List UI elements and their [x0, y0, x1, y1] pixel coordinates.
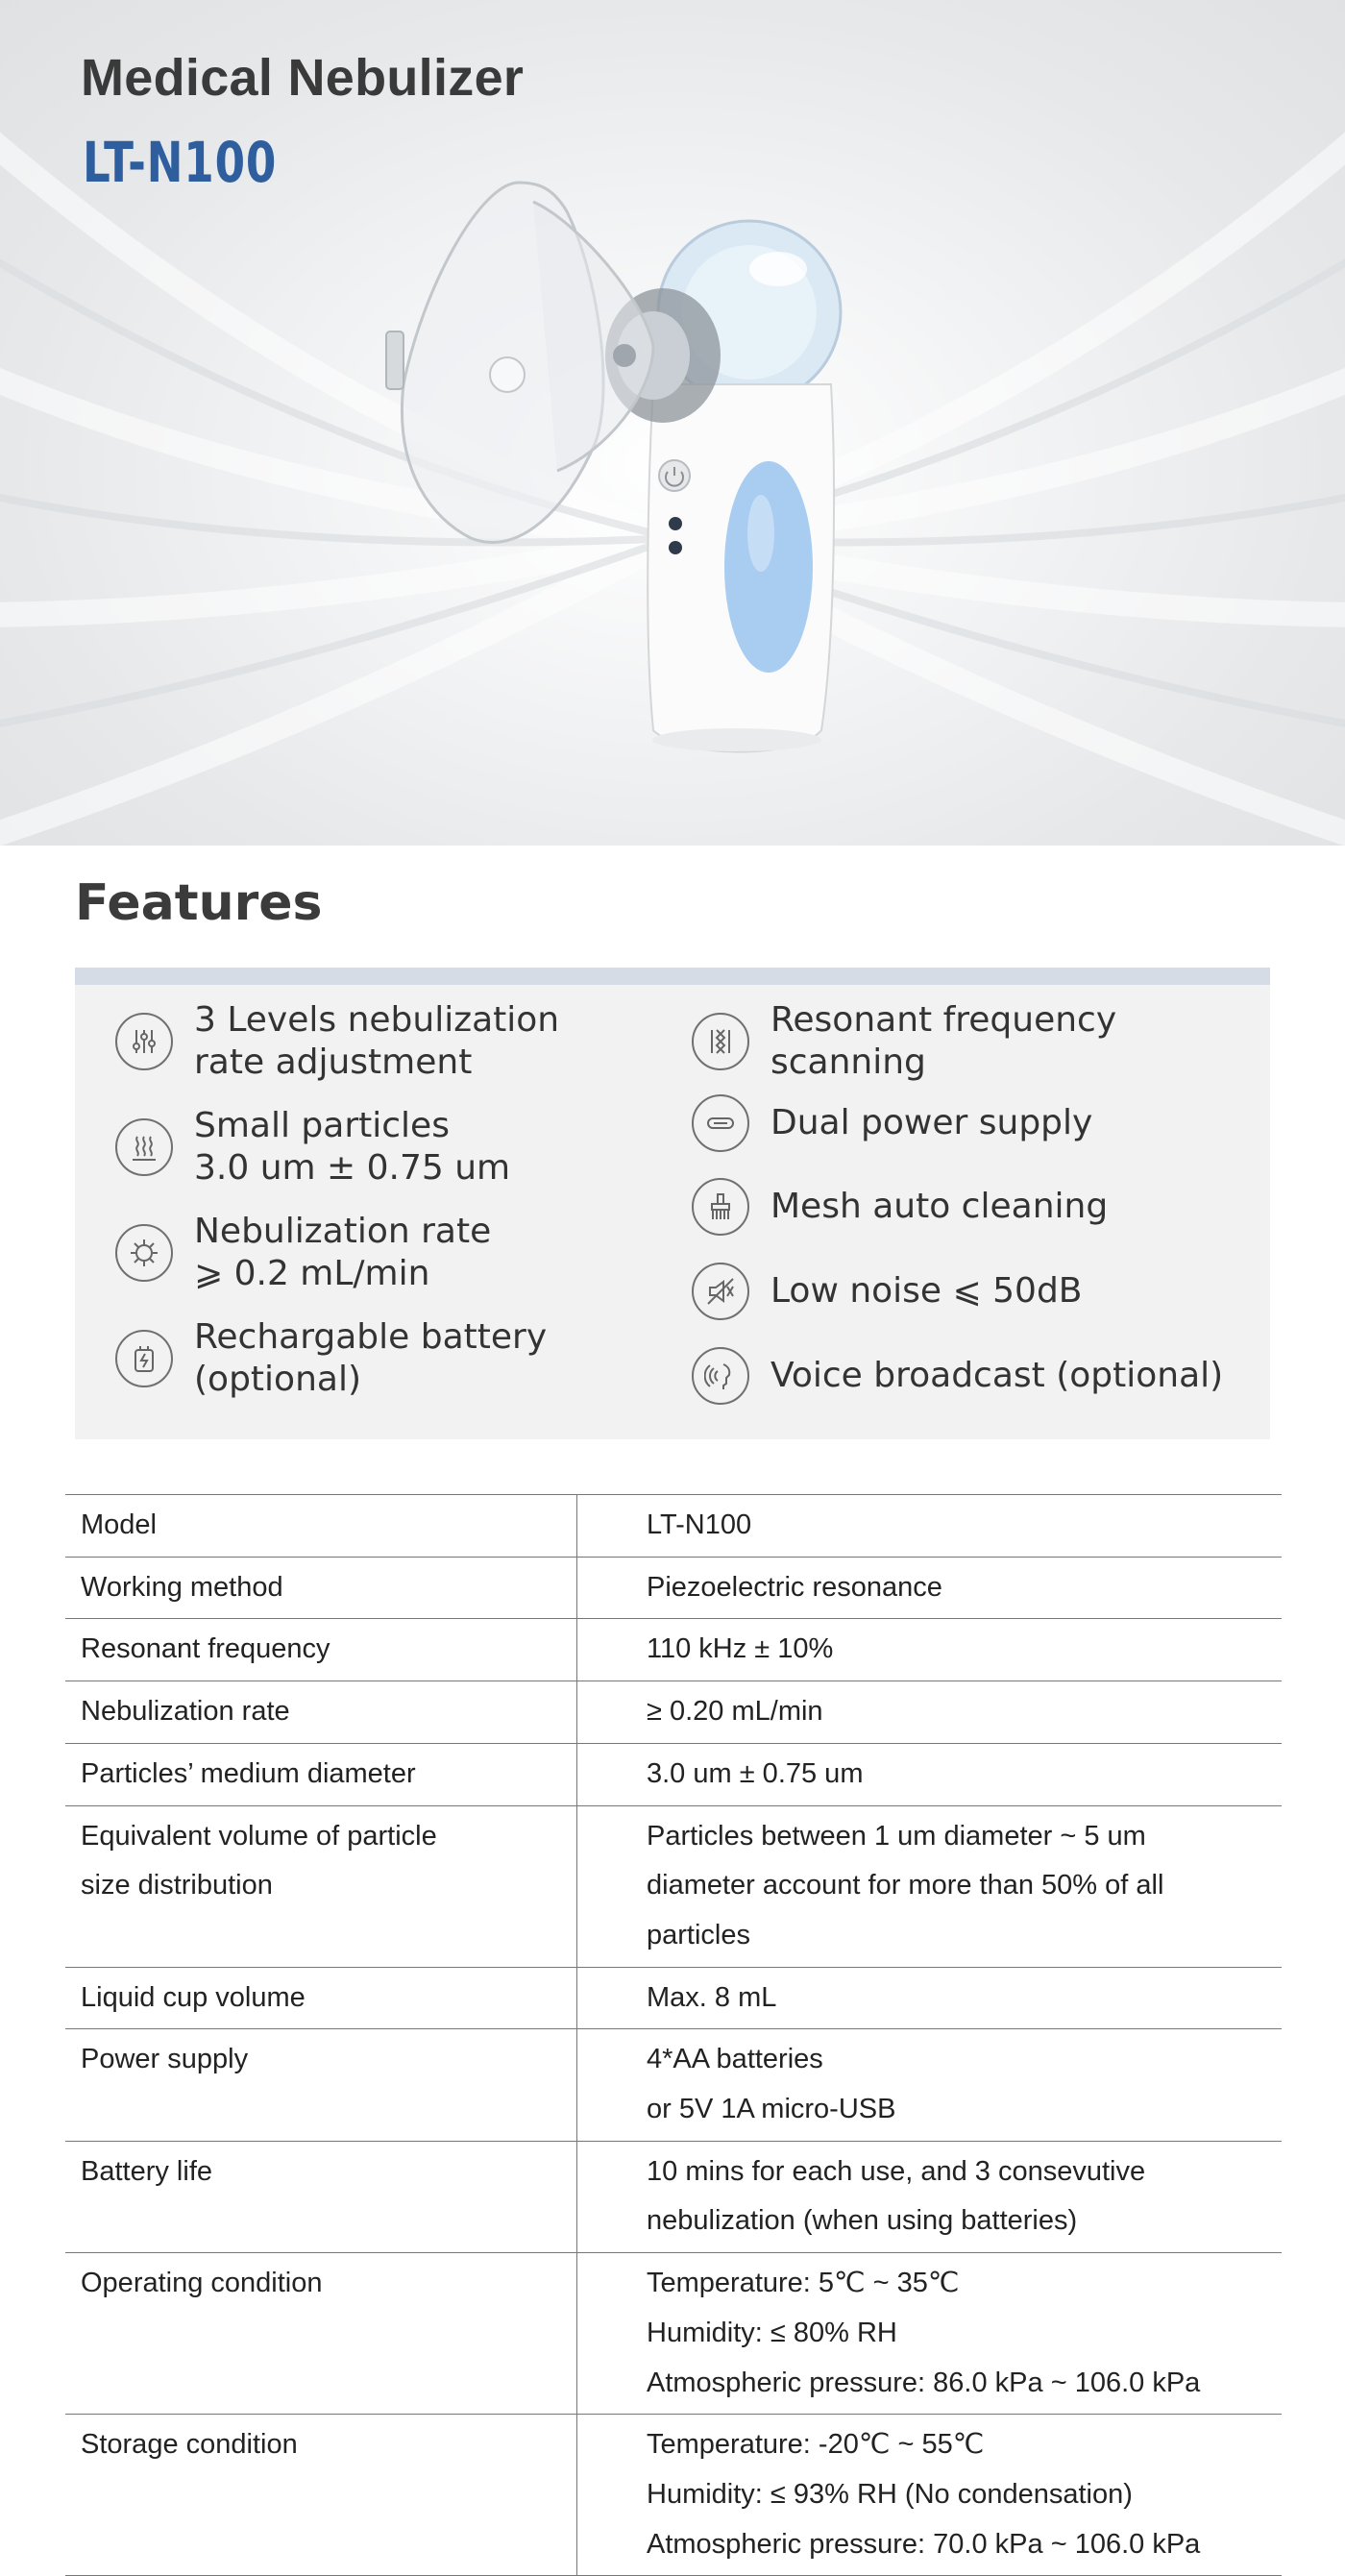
table-row: [65, 1743, 1282, 1805]
feature-item-nebulization-rate: [115, 1211, 491, 1295]
feature-text: Rechargable battery (optional): [194, 1317, 548, 1399]
model-number: LT-N100: [83, 130, 278, 195]
gear-icon: [115, 1224, 173, 1282]
table-row: [65, 2415, 1282, 2576]
spec-label: Power supply: [65, 2029, 577, 2141]
spec-label: Nebulization rate: [65, 1681, 577, 1744]
feature-text: Low noise ⩽ 50dB: [770, 1271, 1083, 1311]
feature-text: Nebulization rate ⩾ 0.2 mL/min: [194, 1212, 492, 1293]
spec-value: 4*AA batteries or 5V 1A micro-USB: [577, 2029, 1283, 2141]
frequency-icon: [692, 1013, 749, 1070]
nebulizer-image: [365, 154, 865, 769]
spec-value: 10 mins for each use, and 3 consevutive nebulization (when using batteries): [577, 2141, 1283, 2252]
spec-label: Equivalent volume of particle size distribution: [65, 1805, 577, 1967]
hero-banner: [0, 0, 1345, 846]
table-row: [65, 2253, 1282, 2415]
feature-item-mesh-cleaning: [692, 1178, 1108, 1236]
mute-icon: [692, 1263, 749, 1320]
spec-label: Working method: [65, 1557, 577, 1619]
table-row: [65, 1681, 1282, 1744]
spec-label: Model: [65, 1495, 577, 1558]
table-row: [65, 1495, 1282, 1558]
battery-charge-icon: [115, 1330, 173, 1387]
spec-label: Operating condition: [65, 2253, 577, 2415]
feature-text: 3 Levels nebulization rate adjustment: [194, 1000, 560, 1082]
spec-label: Resonant frequency: [65, 1619, 577, 1681]
table-row: [65, 1619, 1282, 1681]
features-heading: Features: [75, 874, 323, 932]
spec-value: 3.0 um ± 0.75 um: [577, 1743, 1283, 1805]
feature-item-battery: [115, 1316, 547, 1401]
spec-value: Temperature: 5℃ ~ 35℃ Humidity: ≤ 80% RH Atmospheric pressure: 86.0 kPa ~ 106.0 kPa: [577, 2253, 1283, 2415]
spec-value: Piezoelectric resonance: [577, 1557, 1283, 1619]
table-row: [65, 2029, 1282, 2141]
feature-item-frequency-scanning: [692, 999, 1116, 1084]
voice-icon: [692, 1347, 749, 1405]
spec-label: Storage condition: [65, 2415, 577, 2576]
feature-item-low-noise: [692, 1263, 1083, 1320]
spec-label: Liquid cup volume: [65, 1967, 577, 2029]
spec-value: LT-N100: [577, 1495, 1283, 1558]
brush-icon: [692, 1178, 749, 1236]
feature-text: Small particles 3.0 um ± 0.75 um: [194, 1106, 511, 1188]
spec-value: Temperature: -20℃ ~ 55℃ Humidity: ≤ 93% RH (No condensation) Atmospheric pressure: 70.0 kPa ~ 106.0 kPa: [577, 2415, 1283, 2576]
features-divider: [75, 968, 1270, 985]
table-row: [65, 1557, 1282, 1619]
spec-label: Particles’ medium diameter: [65, 1743, 577, 1805]
table-row: [65, 2141, 1282, 2252]
table-row: [65, 1805, 1282, 1967]
table-row: [65, 1967, 1282, 2029]
power-supply-icon: [692, 1094, 749, 1152]
product-title: Medical Nebulizer: [81, 49, 525, 107]
feature-text: Resonant frequency scanning: [770, 1000, 1117, 1082]
feature-item-voice-broadcast: [692, 1347, 1223, 1405]
spec-value: ≥ 0.20 mL/min: [577, 1681, 1283, 1744]
spec-value: Particles between 1 um diameter ~ 5 um diameter account for more than 50% of all particles: [577, 1805, 1283, 1967]
sliders-icon: [115, 1013, 173, 1070]
feature-text: Dual power supply: [770, 1103, 1093, 1142]
mist-icon: [115, 1118, 173, 1176]
feature-item-particles: [115, 1105, 510, 1190]
spec-value: 110 kHz ± 10%: [577, 1619, 1283, 1681]
feature-item-dual-power: [692, 1094, 1092, 1152]
feature-text: Mesh auto cleaning: [770, 1187, 1109, 1226]
spec-label: Battery life: [65, 2141, 577, 2252]
feature-text: Voice broadcast (optional): [770, 1356, 1224, 1395]
specifications-table: [65, 1494, 1282, 2576]
spec-value: Max. 8 mL: [577, 1967, 1283, 2029]
feature-item-rate-levels: [115, 999, 559, 1084]
